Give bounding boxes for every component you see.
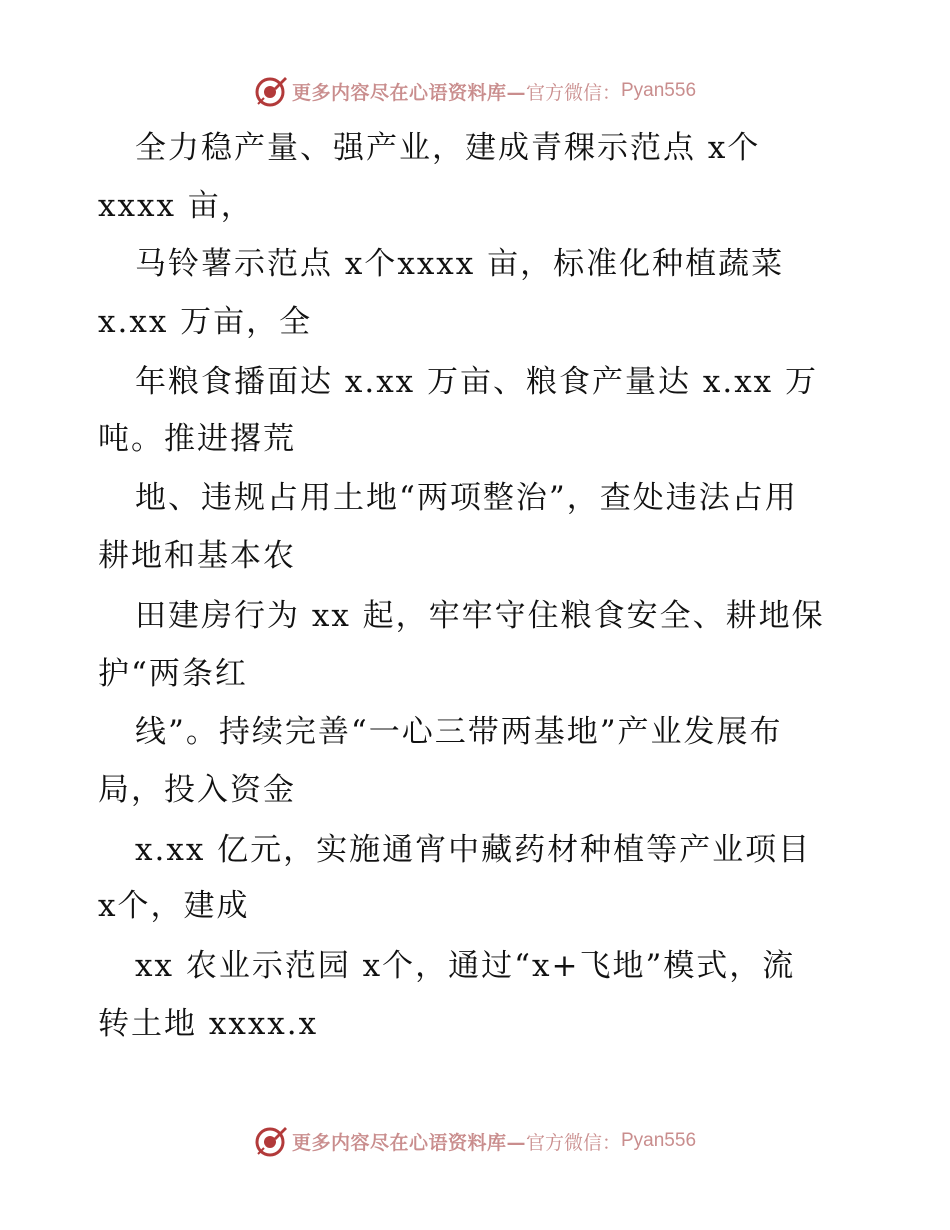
footer-banner-text: 更多内容尽在心语资料库—: [291, 1131, 526, 1154]
header-contact-label: 官方微信：: [525, 81, 621, 104]
paragraph-line: 地、违规占用土地“两项整治”，查处违法占用: [135, 480, 798, 516]
paragraph-line: x.xx 万亩，全: [98, 304, 313, 340]
header-banner-text: 更多内容尽在心语资料库—: [291, 81, 526, 104]
paragraph-line: 局，投入资金: [98, 772, 296, 808]
footer-contact-label: 官方微信：: [525, 1131, 621, 1154]
paragraph-line: xx 农业示范园 x个，通过“x+飞地”模式，流: [135, 948, 796, 984]
header-banner: [0, 71, 950, 111]
paragraph-line: 吨。推进撂荒: [98, 421, 296, 457]
footer-contact-id: Pyan556: [621, 1130, 697, 1151]
header-contact-id: Pyan556: [621, 80, 697, 101]
pen-nib-logo-icon: [254, 1124, 288, 1158]
paragraph-line: 护“两条红: [98, 656, 248, 692]
paragraph-line: x.xx 亿元，实施通宵中藏药材种植等产业项目: [135, 832, 812, 868]
paragraph-line: 耕地和基本农: [98, 538, 296, 574]
paragraph-line: 年粮食播面达 x.xx 万亩、粮食产量达 x.xx 万: [135, 364, 819, 400]
footer-banner: [0, 1121, 950, 1161]
paragraph-line: 全力稳产量、强产业，建成青稞示范点 x个: [135, 130, 761, 166]
paragraph-line: 田建房行为 xx 起，牢牢守住粮食安全、耕地保: [135, 598, 825, 634]
pen-nib-logo-icon: [254, 74, 288, 108]
paragraph-line: 转土地 xxxx.x: [98, 1006, 319, 1042]
paragraph-line: 马铃薯示范点 x个xxxx 亩，标准化种植蔬菜: [135, 246, 785, 282]
paragraph-line: 线”。持续完善“一心三带两基地”产业发展布: [135, 714, 783, 750]
paragraph-line: x个，建成: [98, 888, 250, 924]
paragraph-line: xxxx 亩，: [98, 188, 254, 224]
